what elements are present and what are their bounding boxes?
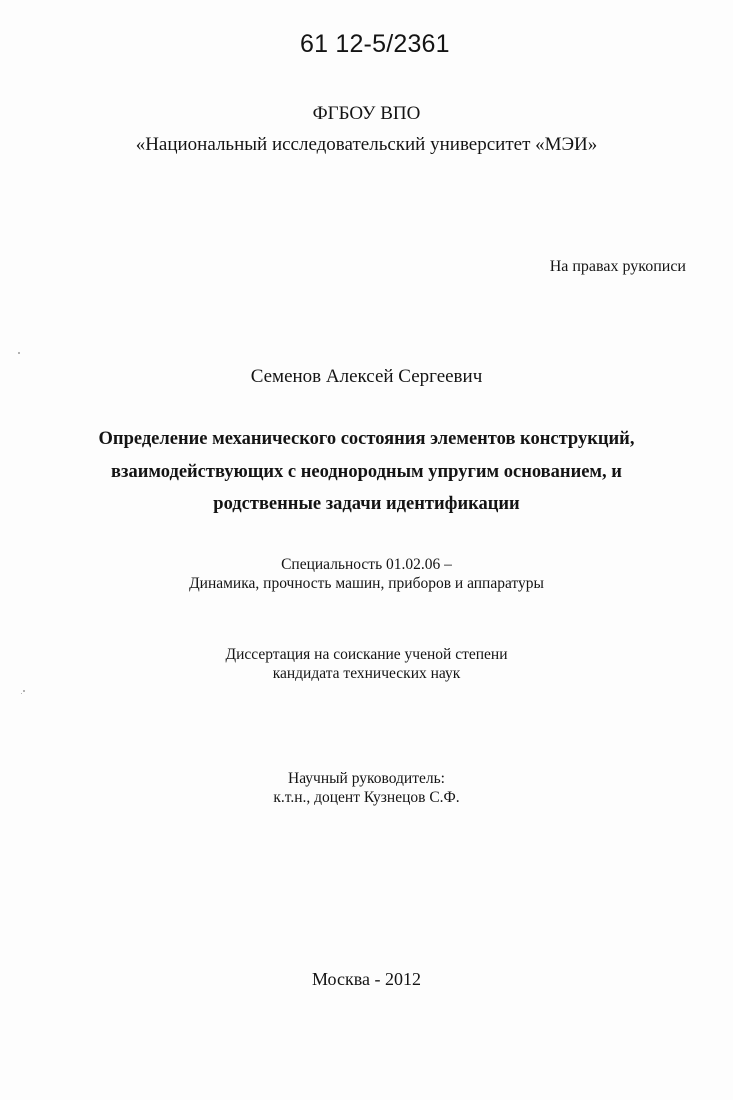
scan-speck xyxy=(23,690,25,692)
specialty-code: Специальность 01.02.06 – xyxy=(281,556,452,573)
title-line: родственные задачи идентификации xyxy=(213,494,520,514)
author-name: Семенов Алексей Сергеевич xyxy=(250,366,483,387)
supervisor-label: Научный руководитель: xyxy=(288,770,445,787)
degree-line: кандидата технических наук xyxy=(272,665,461,682)
specialty-name: Динамика, прочность машин, приборов и аппаратуры xyxy=(189,575,544,592)
organization-abbr: ФГБОУ ВПО xyxy=(312,103,421,124)
organization-name: «Национальный исследовательский университет «МЭИ» xyxy=(135,134,598,155)
place-year: Москва - 2012 xyxy=(312,969,421,989)
scan-speck xyxy=(21,693,22,694)
supervisor-name: к.т.н., доцент Кузнецов С.Ф. xyxy=(273,789,460,806)
title-line: взаимодействующих с неоднородным упругим основанием, и xyxy=(111,462,622,482)
manuscript-note: На правах рукописи xyxy=(549,258,686,275)
archive-code: 61 12-5/2361 xyxy=(300,30,450,58)
degree-line: Диссертация на соискание ученой степени xyxy=(225,646,508,663)
scan-speck xyxy=(18,352,20,354)
title-line: Определение механического состояния элементов конструкций, xyxy=(98,429,635,449)
